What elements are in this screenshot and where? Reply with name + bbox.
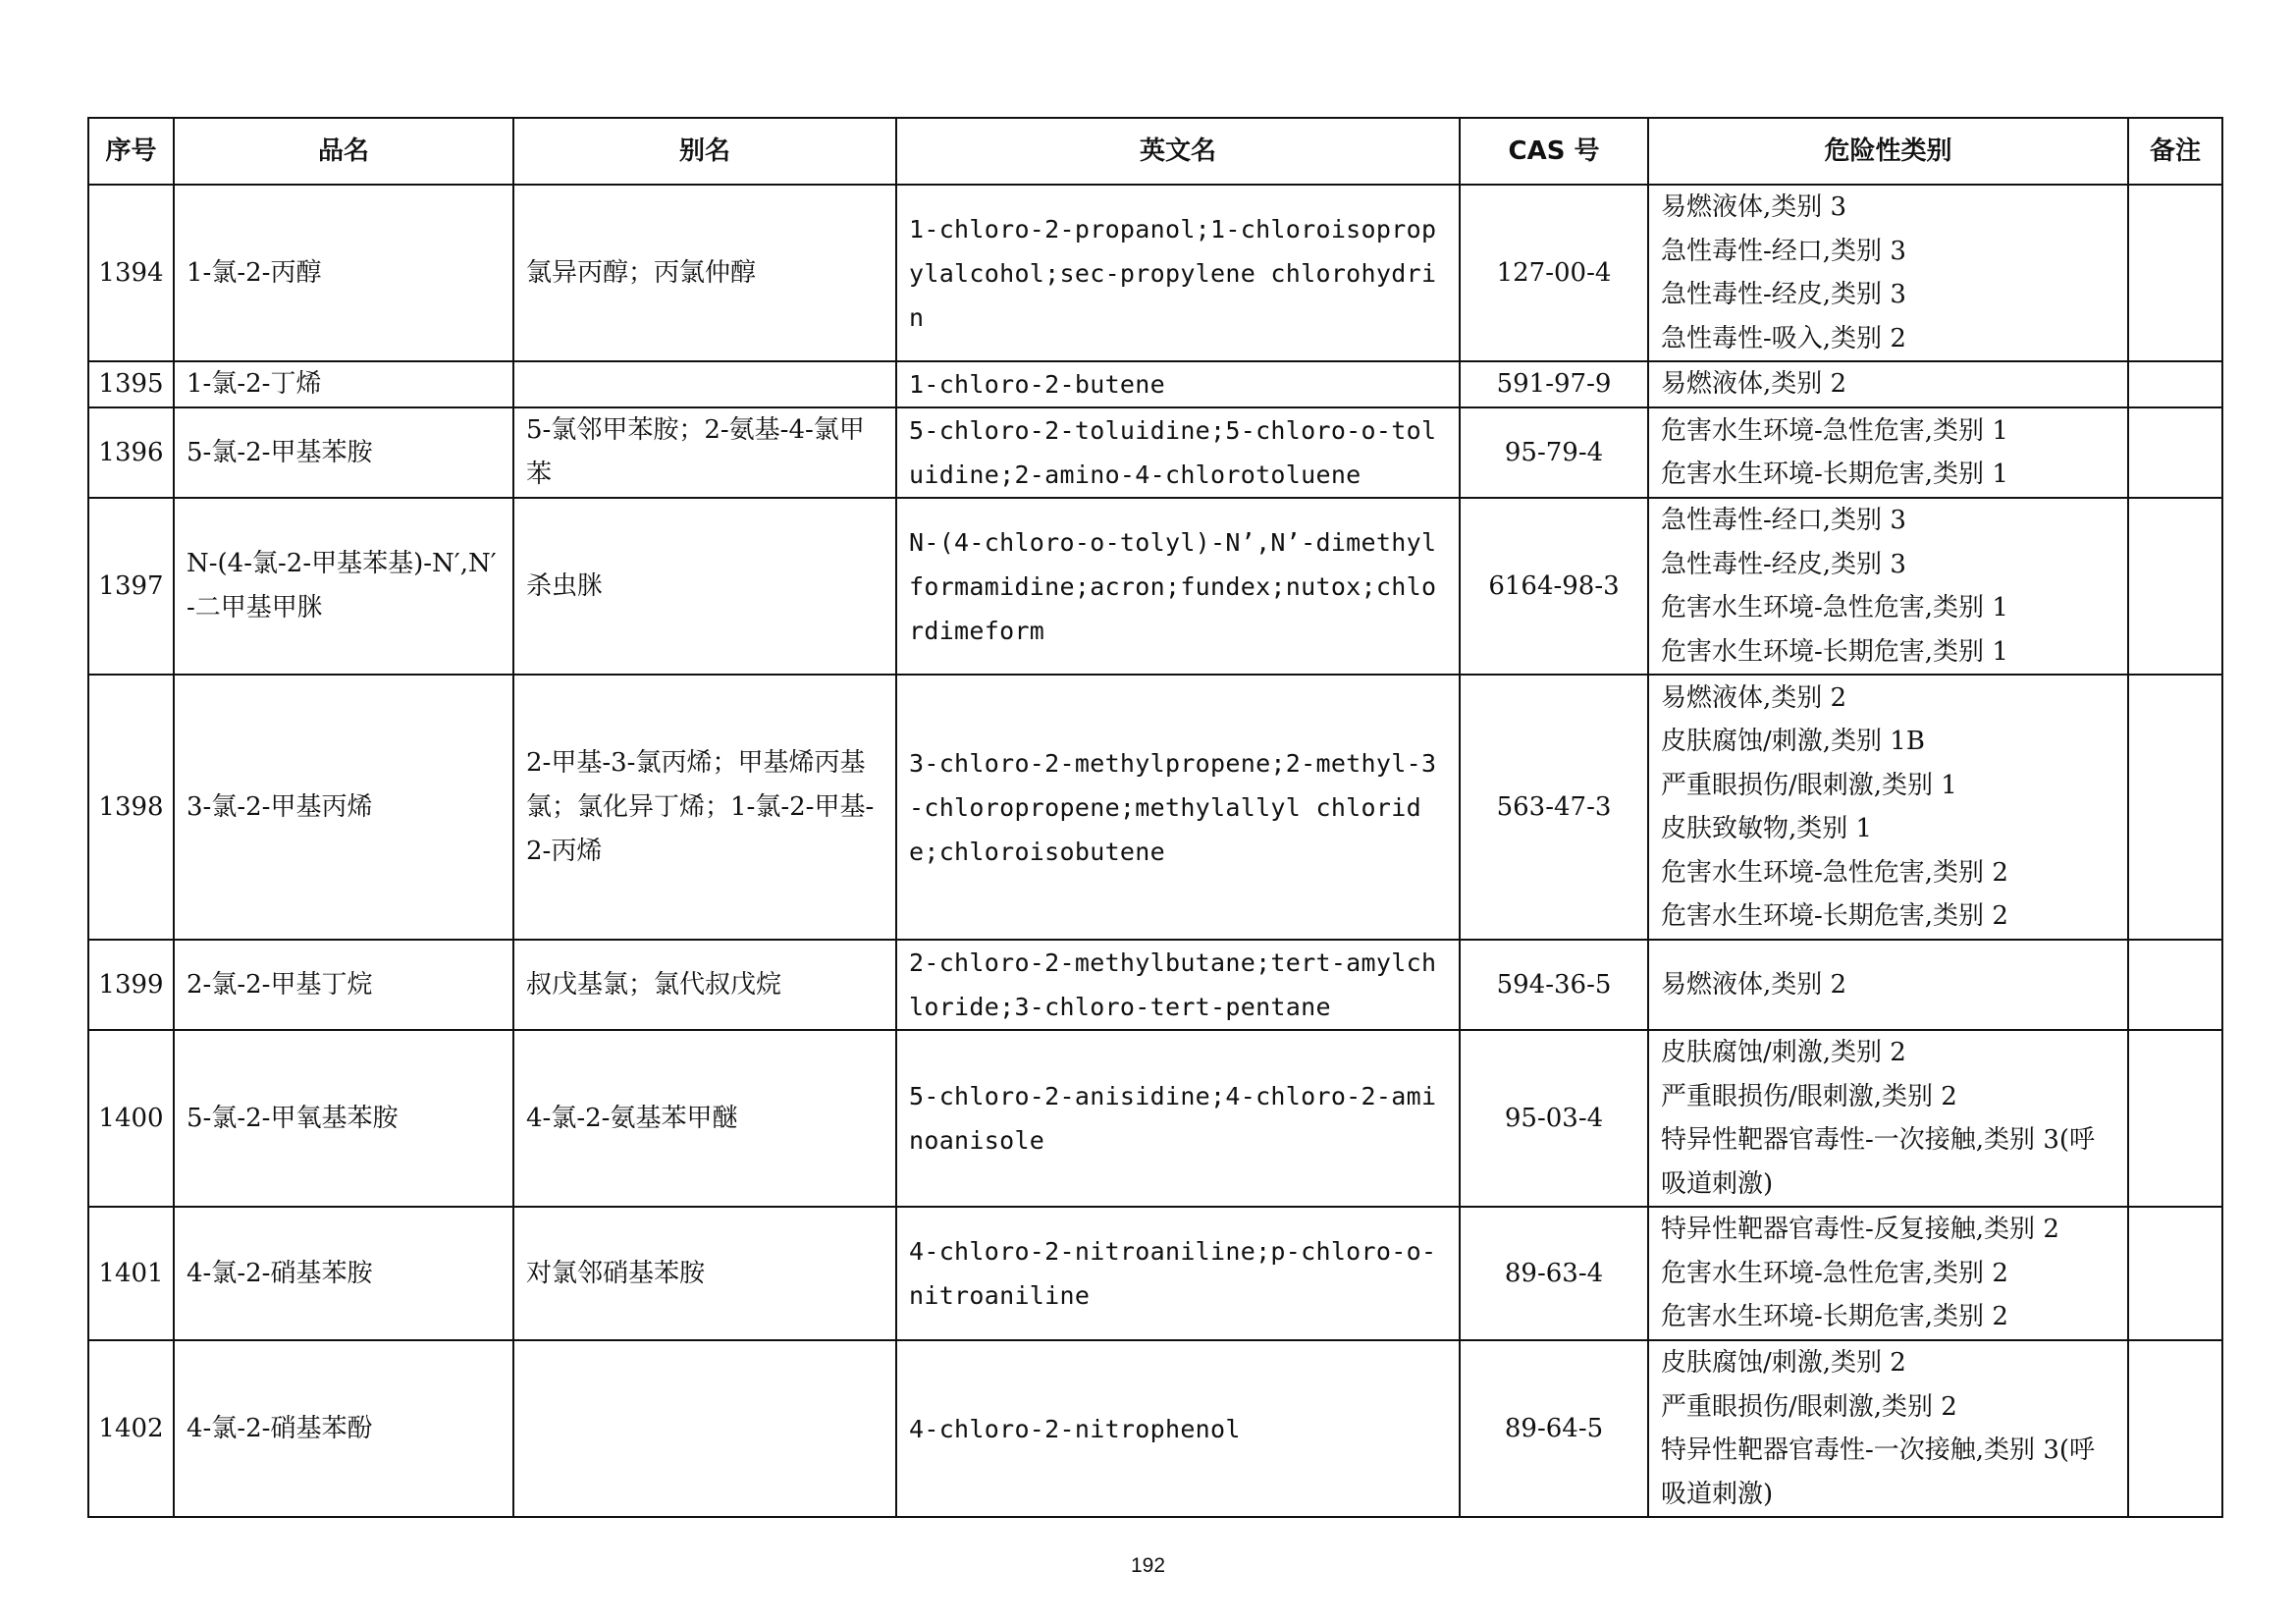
cell-note <box>2128 940 2222 1030</box>
cell-name: 4-氯-2-硝基苯胺 <box>174 1207 513 1340</box>
cell-alias: 叔戊基氯；氯代叔戊烷 <box>513 940 896 1030</box>
cell-cas: 127-00-4 <box>1460 185 1648 361</box>
header-english: 英文名 <box>896 118 1460 185</box>
cell-seq: 1395 <box>88 361 174 407</box>
hazard-item: 急性毒性-经皮,类别 3 <box>1661 280 1906 309</box>
header-name: 品名 <box>174 118 513 185</box>
hazard-item: 特异性靶器官毒性-一次接触,类别 3(呼吸道刺激) <box>1661 1435 2096 1509</box>
hazard-item: 皮肤腐蚀/刺激,类别 2 <box>1661 1038 1906 1067</box>
cell-hazards <box>1648 361 2128 407</box>
cell-seq: 1400 <box>88 1030 174 1207</box>
cell-note <box>2128 498 2222 675</box>
header-alias: 别名 <box>513 118 896 185</box>
hazard-item: 易燃液体,类别 2 <box>1661 969 1847 1000</box>
cell-seq: 1397 <box>88 498 174 675</box>
cell-cas: 89-63-4 <box>1460 1207 1648 1340</box>
cell-note <box>2128 1340 2222 1517</box>
cell-hazards <box>1648 1340 2128 1517</box>
cell-note <box>2128 1030 2222 1207</box>
hazardous-chemicals-table <box>87 117 2223 1518</box>
cell-alias: 5-氯邻甲苯胺；2-氨基-4-氯甲苯 <box>513 407 896 498</box>
cell-english: 4-chloro-2-nitrophenol <box>896 1340 1460 1517</box>
cell-hazards <box>1648 1207 2128 1340</box>
cell-note <box>2128 407 2222 498</box>
cell-english: 1-chloro-2-propanol;1-chloroisopropylalcohol;sec-propylene chlorohydrin <box>896 185 1460 361</box>
cell-name: N-(4-氯-2-甲基苯基)-N′,N′-二甲基甲脒 <box>174 498 513 675</box>
cell-name: 1-氯-2-丙醇 <box>174 185 513 361</box>
table-row <box>88 675 2222 940</box>
cell-hazards <box>1648 407 2128 498</box>
cell-seq: 1398 <box>88 675 174 940</box>
cell-seq: 1396 <box>88 407 174 498</box>
cell-english: 3-chloro-2-methylpropene;2-methyl-3-chloropropene;methylallyl chloride;chloroisobutene <box>896 675 1460 940</box>
page-number: 192 <box>1130 1554 1166 1577</box>
hazard-item: 危害水生环境-长期危害,类别 1 <box>1661 460 2008 489</box>
hazard-item: 急性毒性-经口,类别 3 <box>1661 236 1906 266</box>
cell-hazards <box>1648 1030 2128 1207</box>
header-hazard: 危险性类别 <box>1648 118 2128 185</box>
cell-english: 4-chloro-2-nitroaniline;p-chloro-o-nitroaniline <box>896 1207 1460 1340</box>
hazard-item: 皮肤腐蚀/刺激,类别 2 <box>1661 1348 1906 1378</box>
cell-note <box>2128 675 2222 940</box>
hazard-item: 危害水生环境-急性危害,类别 1 <box>1661 415 2008 446</box>
cell-name: 2-氯-2-甲基丁烷 <box>174 940 513 1030</box>
cell-cas: 95-03-4 <box>1460 1030 1648 1207</box>
header-seq: 序号 <box>88 118 174 185</box>
cell-name: 1-氯-2-丁烯 <box>174 361 513 407</box>
cell-english: 2-chloro-2-methylbutane;tert-amylchloride;3-chloro-tert-pentane <box>896 940 1460 1030</box>
cell-note <box>2128 361 2222 407</box>
table-row <box>88 185 2222 361</box>
cell-seq: 1401 <box>88 1207 174 1340</box>
cell-english: 5-chloro-2-toluidine;5-chloro-o-toluidine;2-amino-4-chlorotoluene <box>896 407 1460 498</box>
table-header-row <box>88 118 2222 185</box>
cell-alias: 氯异丙醇；丙氯仲醇 <box>513 185 896 361</box>
header-cas: CAS 号 <box>1460 118 1648 185</box>
hazard-item: 急性毒性-吸入,类别 2 <box>1661 323 1906 353</box>
cell-name: 5-氯-2-甲基苯胺 <box>174 407 513 498</box>
cell-english: 1-chloro-2-butene <box>896 361 1460 407</box>
hazard-item: 严重眼损伤/眼刺激,类别 2 <box>1661 1391 1957 1422</box>
cell-hazards <box>1648 498 2128 675</box>
hazard-item: 危害水生环境-长期危害,类别 2 <box>1661 1302 2008 1332</box>
cell-seq: 1402 <box>88 1340 174 1517</box>
cell-note <box>2128 1207 2222 1340</box>
cell-cas: 594-36-5 <box>1460 940 1648 1030</box>
cell-cas: 95-79-4 <box>1460 407 1648 498</box>
hazard-item: 特异性靶器官毒性-反复接触,类别 2 <box>1661 1215 2059 1245</box>
table-body <box>88 185 2222 1517</box>
table-row <box>88 940 2222 1030</box>
cell-alias <box>513 361 896 407</box>
cell-alias: 2-甲基-3-氯丙烯；甲基烯丙基氯；氯化异丁烯；1-氯-2-甲基-2-丙烯 <box>513 675 896 940</box>
cell-alias: 对氯邻硝基苯胺 <box>513 1207 896 1340</box>
table-row <box>88 498 2222 675</box>
cell-hazards <box>1648 675 2128 940</box>
cell-seq: 1399 <box>88 940 174 1030</box>
hazard-item: 皮肤致敏物,类别 1 <box>1661 814 1873 843</box>
hazard-item: 严重眼损伤/眼刺激,类别 2 <box>1661 1081 1957 1111</box>
hazard-item: 危害水生环境-长期危害,类别 1 <box>1661 636 2008 667</box>
table-row <box>88 1340 2222 1517</box>
cell-name: 5-氯-2-甲氧基苯胺 <box>174 1030 513 1207</box>
cell-name: 4-氯-2-硝基苯酚 <box>174 1340 513 1517</box>
cell-alias: 杀虫脒 <box>513 498 896 675</box>
hazard-item: 易燃液体,类别 2 <box>1661 682 1847 713</box>
cell-english: N-(4-chloro-o-tolyl)-N’,N’-dimethylformamidine;acron;fundex;nutox;chlordimeform <box>896 498 1460 675</box>
table-row <box>88 1207 2222 1340</box>
cell-alias: 4-氯-2-氨基苯甲醚 <box>513 1030 896 1207</box>
cell-hazards <box>1648 940 2128 1030</box>
table-row <box>88 1030 2222 1207</box>
hazard-item: 易燃液体,类别 3 <box>1661 192 1847 222</box>
table-row <box>88 361 2222 407</box>
hazard-item: 危害水生环境-急性危害,类别 1 <box>1661 593 2008 623</box>
cell-cas: 563-47-3 <box>1460 675 1648 940</box>
cell-cas: 591-97-9 <box>1460 361 1648 407</box>
hazard-item: 危害水生环境-长期危害,类别 2 <box>1661 901 2008 931</box>
hazard-item: 急性毒性-经口,类别 3 <box>1661 506 1906 535</box>
cell-seq: 1394 <box>88 185 174 361</box>
hazard-item: 严重眼损伤/眼刺激,类别 1 <box>1661 770 1957 800</box>
hazard-item: 易燃液体,类别 2 <box>1661 369 1847 400</box>
cell-name: 3-氯-2-甲基丙烯 <box>174 675 513 940</box>
hazard-item: 急性毒性-经皮,类别 3 <box>1661 549 1906 579</box>
cell-cas: 6164-98-3 <box>1460 498 1648 675</box>
hazard-item: 危害水生环境-急性危害,类别 2 <box>1661 857 2008 888</box>
cell-alias <box>513 1340 896 1517</box>
header-note: 备注 <box>2128 118 2222 185</box>
hazard-item: 特异性靶器官毒性-一次接触,类别 3(呼吸道刺激) <box>1661 1125 2096 1199</box>
hazard-item: 皮肤腐蚀/刺激,类别 1B <box>1661 727 1925 756</box>
cell-cas: 89-64-5 <box>1460 1340 1648 1517</box>
cell-note <box>2128 185 2222 361</box>
hazard-item: 危害水生环境-急性危害,类别 2 <box>1661 1258 2008 1288</box>
cell-hazards <box>1648 185 2128 361</box>
table-row <box>88 407 2222 498</box>
cell-english: 5-chloro-2-anisidine;4-chloro-2-aminoanisole <box>896 1030 1460 1207</box>
